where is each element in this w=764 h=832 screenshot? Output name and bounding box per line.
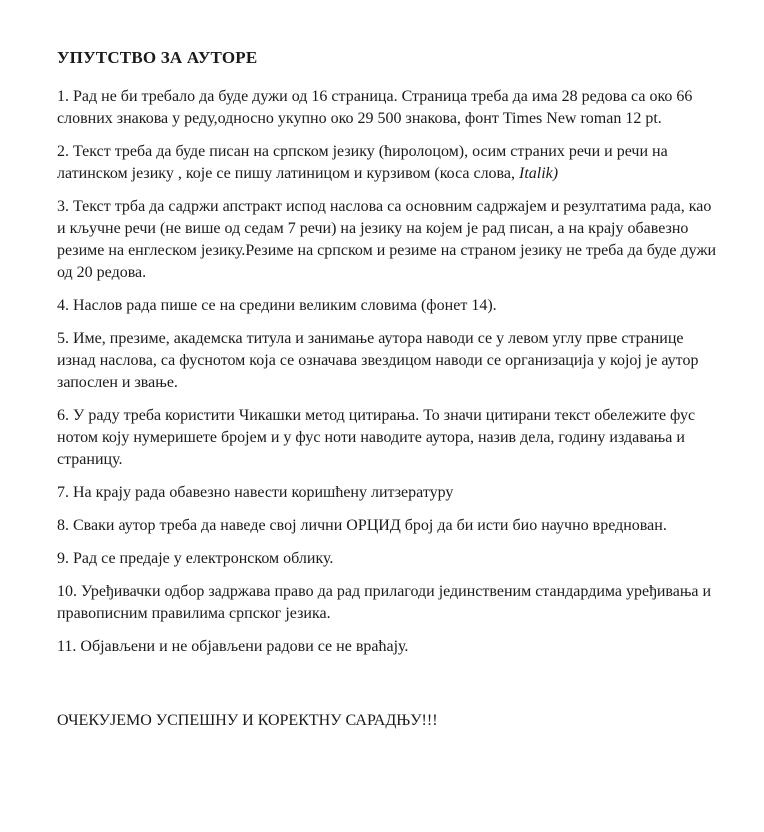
instruction-item-10: 10. Уређивачки одбор задржава право да рад прилагоди јединственим стандардима уређивања и правописним правилима српског језика. [57,583,712,622]
instruction-item-7: 7. На крају рада обавезно навести коришћену литзературу [57,484,454,501]
instruction-item-1: 1. Рад не би требало да буде дужи од 16 страница. Страница треба да има 28 редова са око 66 словних знакова у реду,односно укупно око 29 500 знакова, фонт Times New roman 12 pt. [57,88,693,127]
instruction-item-4: 4. Наслов рада пише се на средини великим словима (фонет 14). [57,297,497,314]
instruction-item-2-text: 2. Текст треба да буде писан на српском језику (ћиролоцом), осим страних речи и речи на латинском језику , које се пишу латиницом и курзивом (коса слова, [57,143,668,182]
instruction-item-2-italic-text: Italik) [519,165,559,182]
instruction-item-3: 3. Текст трба да садржи апстракт испод наслова са основним садржајем и резултатима рада, као и кључне речи (не више од седам 7 речи) на језику на којем је рад писан, а на крају обавезно резиме на енглеском језику.Резиме на српском и резиме на страном језику не треба да буде дужи од 20 редова. [57,198,717,281]
closing-line: ОЧЕКУЈЕМО УСПЕШНУ И КОРЕКТНУ САРАДЊУ!!! [57,712,438,729]
instruction-item-8: 8. Сваки аутор треба да наведе свој лични ОРЦИД број да би исти био научно вреднован. [57,517,667,534]
instruction-item-9: 9. Рад се предаје у електронском облику. [57,550,334,567]
instruction-item-5: 5. Име, презиме, академска титула и занимање аутора наводи се у левом углу прве странице изнад наслова, са фуснотом која се означава звездицом наводи се организација у којој је аутор запослен и звање. [57,330,699,391]
instruction-item-6: 6. У раду треба користити Чикашки метод цитирања. То значи цитирани текст обележите фус нотом коју нумеришете бројем и у фус ноти наводите аутора, назив дела, годину издавања и страницу. [57,407,696,468]
instruction-item-11: 11. Објављени и не објављени радови се не враћају. [57,638,409,655]
document-title: УПУТСТВО ЗА АУТОРЕ [57,48,258,67]
instruction-item-2 [57,141,719,185]
